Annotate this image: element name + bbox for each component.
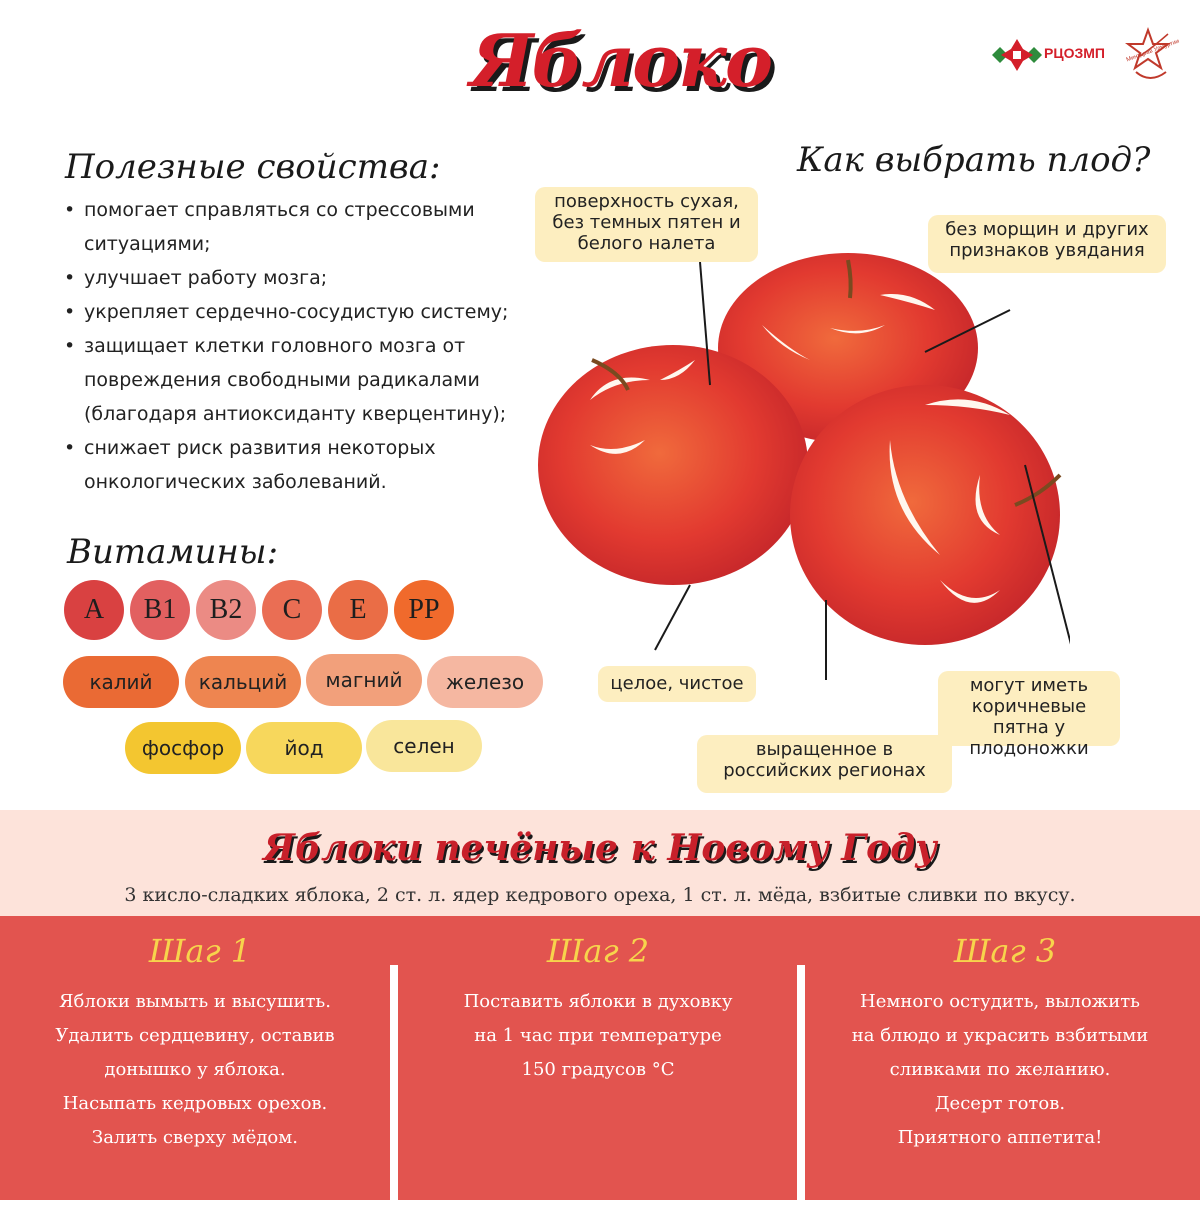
apple-left xyxy=(538,345,808,585)
step-1-title: Шаг 1 xyxy=(148,932,252,970)
vitamin-badge: E xyxy=(328,580,388,640)
rcozmp-logo xyxy=(990,35,1105,75)
org-logo-text: РЦОЗМП xyxy=(1044,45,1105,61)
mineral-badge: магний xyxy=(306,654,422,706)
step-line: Поставить яблоки в духовку xyxy=(463,991,733,1012)
step-line: Десерт готов. xyxy=(934,1093,1066,1114)
mineral-badge: йод xyxy=(246,722,362,774)
step-1-text xyxy=(15,985,375,1155)
ministry-logo xyxy=(1118,26,1188,86)
step-3-text xyxy=(820,985,1180,1155)
step-line: Яблоки вымыть и высушить. xyxy=(59,991,331,1012)
recipe-title: Яблоки печёные к Новому Году xyxy=(263,827,937,869)
step-2-title: Шаг 2 xyxy=(546,932,650,970)
list-item: • снижает риск развития некоторых онкологических заболеваний. xyxy=(62,431,542,499)
apples-illustration xyxy=(530,240,1070,680)
vitamin-badge: A xyxy=(64,580,124,640)
mineral-badge: селен xyxy=(366,720,482,772)
step-divider xyxy=(797,965,805,1205)
apple-right xyxy=(790,385,1060,645)
step-line: Насыпать кедровых орехов. xyxy=(62,1093,328,1114)
vitamins-heading: Витамины: xyxy=(67,532,279,572)
vitamin-badge: C xyxy=(262,580,322,640)
step-line: Немного остудить, выложить xyxy=(860,991,1140,1012)
step-line: на 1 час при температуре xyxy=(474,1025,722,1046)
ministry-logo-text: Минздрав Удмуртии xyxy=(1125,38,1181,64)
step-line: Приятного аппетита! xyxy=(897,1127,1103,1148)
vitamin-badge: PP xyxy=(394,580,454,640)
callout-russian: выращенное в российских регионах xyxy=(697,735,952,793)
step-line: на блюдо и украсить взбитыми xyxy=(851,1025,1149,1046)
step-line: Удалить сердцевину, оставив xyxy=(55,1025,335,1046)
step-divider xyxy=(390,965,398,1205)
callout-whole: целое, чистое xyxy=(598,666,756,702)
list-item: • защищает клетки головного мозга от повреждения свободными радикалами (благодаря антиоксиданту кверцентину); xyxy=(62,329,542,431)
step-line: 150 градусов °C xyxy=(521,1059,675,1080)
step-line: Залить сверху мёдом. xyxy=(91,1127,298,1148)
mineral-badge: калий xyxy=(63,656,179,708)
vitamin-badge: B1 xyxy=(130,580,190,640)
callout-brown-spots: могут иметь коричневые пятна у плодоножки xyxy=(938,671,1120,746)
step-3-title: Шаг 3 xyxy=(953,932,1057,970)
list-item: • улучшает работу мозга; xyxy=(62,261,542,295)
step-line: донышко у яблока. xyxy=(104,1059,286,1080)
benefits-list xyxy=(62,193,542,499)
list-item: • укрепляет сердечно-сосудистую систему; xyxy=(62,295,542,329)
ornament-icon xyxy=(990,35,1044,75)
callout-no-wrinkles: без морщин и других признаков увядания xyxy=(928,215,1166,273)
properties-heading: Полезные свойства: xyxy=(65,147,441,187)
step-2-text xyxy=(418,985,778,1087)
mineral-badge: кальций xyxy=(185,656,301,708)
mineral-badge: фосфор xyxy=(125,722,241,774)
list-item: • помогает справляться со стрессовыми ситуациями; xyxy=(62,193,542,261)
callout-surface: поверхность сухая, без темных пятен и белого налета xyxy=(535,187,758,262)
page-title: Яблоко xyxy=(470,18,771,103)
step-line: сливками по желанию. xyxy=(889,1059,1111,1080)
recipe-ingredients: 3 кисло-сладких яблока, 2 ст. л. ядер кедрового ореха, 1 ст. л. мёда, взбитые сливки по вкусу. xyxy=(124,884,1076,906)
vitamin-badge: B2 xyxy=(196,580,256,640)
choose-heading: Как выбрать плод? xyxy=(797,140,1151,180)
mineral-badge: железо xyxy=(427,656,543,708)
